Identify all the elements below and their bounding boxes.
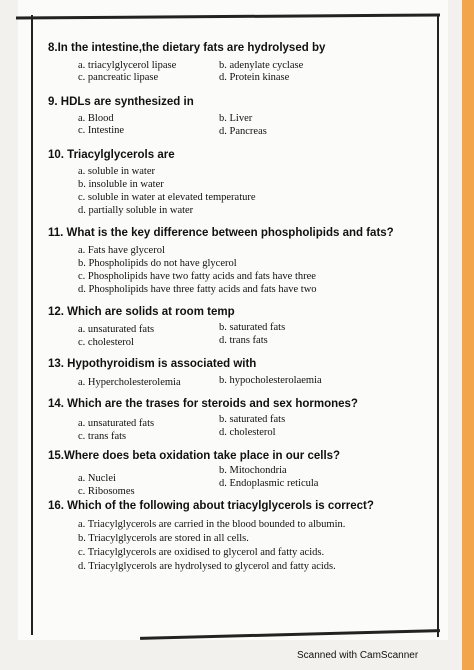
question-14: 14. Which are the trases for steroids and sex hormones? [48,398,358,410]
scanner-footer: Scanned with CamScanner [297,650,419,661]
q10-option-a: a. soluble in water [78,166,155,177]
q16-option-b: b. Triacylglycerols are stored in all cells. [78,533,249,544]
q8-option-d: d. Protein kinase [219,72,290,83]
q16-option-d: d. Triacylglycerols are hydrolysed to glycerol and fatty acids. [78,561,336,572]
q12-option-b: b. saturated fats [219,322,286,333]
q14-option-c: c. trans fats [78,431,127,442]
q16-option-a: a. Triacylglycerols are carried in the blood bounded to albumin. [78,519,346,530]
q11-option-a: a. Fats have glycerol [78,245,165,256]
orange-edge-strip [462,0,474,670]
q13-option-b: b. hypocholesterolaemia [219,375,322,386]
q9-option-d: d. Pancreas [219,126,267,137]
q8-option-a: a. triacylglycerol lipase [78,60,177,71]
question-8: 8.In the intestine,the dietary fats are hydrolysed by [48,42,326,54]
question-9: 9. HDLs are synthesized in [48,96,194,108]
question-13: 13. Hypothyroidism is associated with [48,358,257,370]
q8-option-b: b. adenylate cyclase [219,60,304,71]
q9-option-a: a. Blood [78,113,114,124]
q15-option-a: a. Nuclei [78,473,116,484]
question-11: 11. What is the key difference between phospholipids and fats? [48,227,394,239]
q8-option-c: c. pancreatic lipase [78,72,159,83]
q12-option-c: c. cholesterol [78,337,134,348]
q12-option-d: d. trans fats [219,335,268,346]
q11-option-b: b. Phospholipids do not have glycerol [78,258,237,269]
q15-option-c: c. Ribosomes [78,486,135,497]
q10-option-d: d. partially soluble in water [78,205,194,216]
q10-option-c: c. soluble in water at elevated temperature [78,192,256,203]
q15-option-d: d. Endoplasmic reticula [219,478,319,489]
q14-option-a: a. unsaturated fats [78,418,155,429]
q14-option-b: b. saturated fats [219,414,286,425]
q9-option-b: b. Liver [219,113,253,124]
q11-option-c: c. Phospholipids have two fatty acids and fats have three [78,271,316,282]
q14-option-d: d. cholesterol [219,427,276,438]
q13-option-a: a. Hypercholesterolemia [78,377,181,388]
left-border-line [31,15,33,635]
question-12: 12. Which are solids at room temp [48,306,235,318]
q15-option-b: b. Mitochondria [219,465,287,476]
right-border-line [437,15,439,637]
question-10: 10. Triacylglycerols are [48,149,175,161]
q12-option-a: a. unsaturated fats [78,324,155,335]
q9-option-c: c. Intestine [78,125,125,136]
question-15: 15.Where does beta oxidation take place in our cells? [48,450,341,462]
q16-option-c: c. Triacylglycerols are oxidised to glycerol and fatty acids. [78,547,325,558]
question-16: 16. Which of the following about triacylglycerols is correct? [48,500,374,512]
q11-option-d: d. Phospholipids have three fatty acids and fats have two [78,284,317,295]
q10-option-b: b. insoluble in water [78,179,164,190]
